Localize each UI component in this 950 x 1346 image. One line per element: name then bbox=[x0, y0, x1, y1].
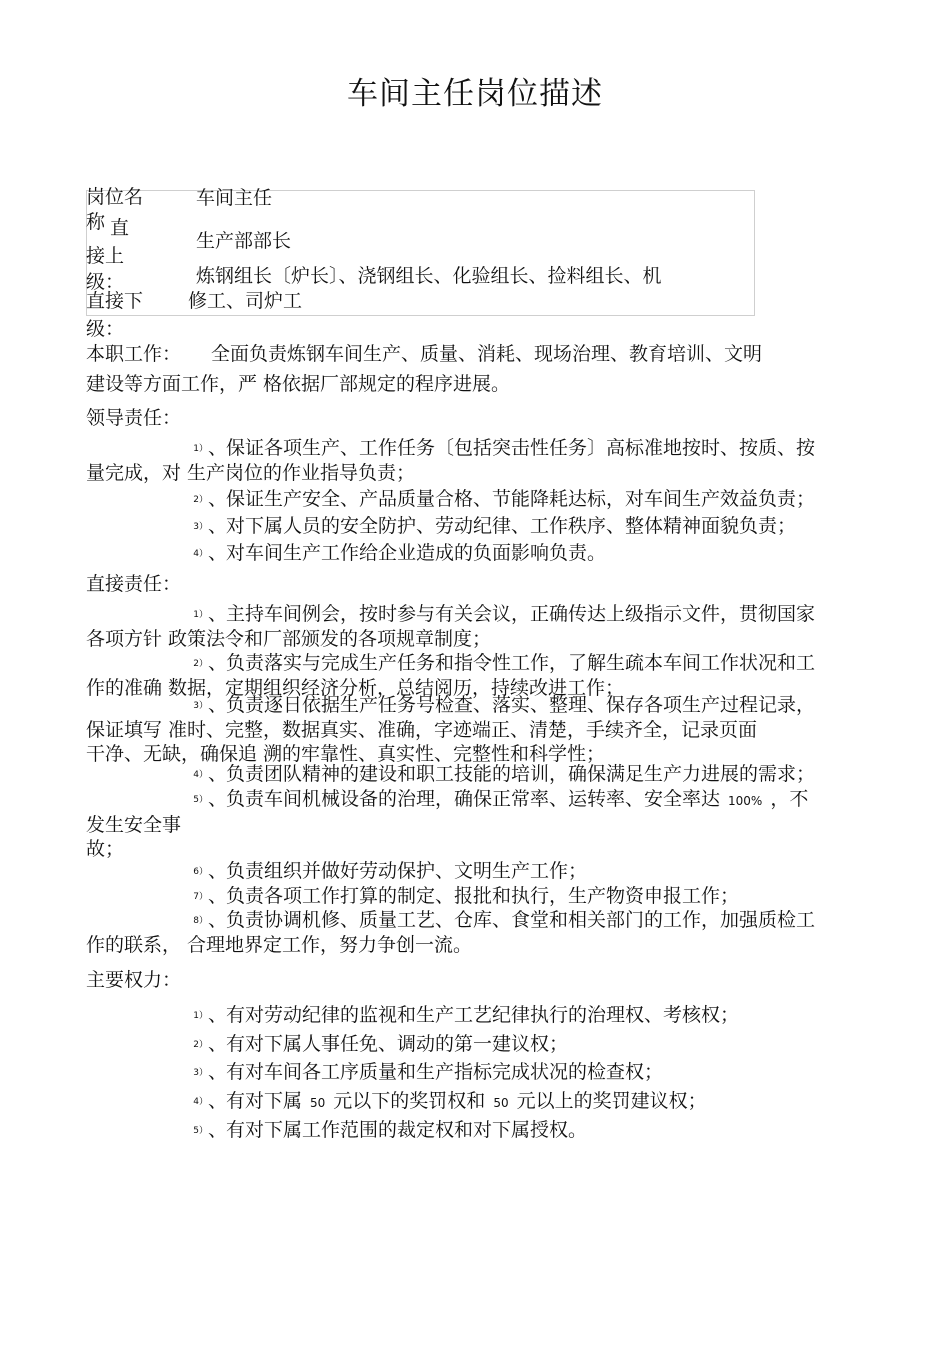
list-item: 5）、有对下属工作范围的裁定权和对下属授权。 bbox=[193, 1119, 588, 1141]
superior-label-cont: 接上 bbox=[86, 245, 125, 267]
list-item: 5）、负责车间机械设备的治理，确保正常率、运转率、安全率达 100% ，不 发生安全事 故； bbox=[86, 788, 809, 860]
list-item: 1）、有对劳动纪律的监视和生产工艺纪律执行的治理权、考核权； bbox=[193, 1004, 740, 1026]
position-label: 岗位名 bbox=[86, 186, 144, 208]
subordinate-label-cont: 级： bbox=[86, 318, 125, 340]
list-item: 1）、保证各项生产、工作任务〔包括突击性任务〕高标准地按时、按质、按 量完成，对 生产岗位的作业指导负责； bbox=[86, 437, 816, 484]
list-item: 3）、负责逐日依据生产任务号检查、落实、整理、保存各项生产过程记录， 保证填写 准时、完整，数据真实、准确，字迹端正、清楚，手续齐全，记录页面 干净、无缺，确保追 溯的牢靠性、真实性、完整性和科学性； bbox=[86, 694, 816, 765]
subordinate-label: 直接下 bbox=[86, 290, 144, 312]
superior-label: 直 bbox=[110, 217, 130, 239]
duty-text: 全面负责炼钢车间生产、质量、消耗、现场治理、教育培训、文明 bbox=[211, 343, 763, 365]
list-item: 4）、对车间生产工作给企业造成的负面影响负责。 bbox=[193, 542, 607, 564]
leadership-heading: 领导责任： bbox=[86, 407, 182, 429]
page-title: 车间主任岗位描述 bbox=[347, 76, 603, 112]
list-item: 4）、负责团队精神的建设和职工技能的培训，确保满足生产力进展的需求； bbox=[193, 763, 816, 785]
list-item: 3）、有对车间各工序质量和生产指标完成状况的检查权； bbox=[193, 1061, 664, 1083]
duty-text-cont: 建设等方面工作，严 格依据厂部规定的程序进展。 bbox=[86, 373, 511, 395]
powers-heading: 主要权力： bbox=[86, 969, 182, 991]
list-item: 2）、有对下属人事任免、调动的第一建议权； bbox=[193, 1033, 569, 1055]
list-item: 2）、负责落实与完成生产任务和指令性工作，了解生疏本车间工作状况和工 作的准确 数据，定期组织经济分析，总结阅历，持续改进工作； bbox=[86, 652, 816, 699]
list-item: 4）、有对下属 50 元以下的奖罚权和 50 元以上的奖罚建议权； bbox=[193, 1090, 707, 1112]
list-item: 7）、负责各项工作打算的制定、报批和执行，生产物资申报工作； bbox=[193, 885, 740, 907]
subordinate-value: 炼钢组长〔炉长〕、浇钢组长、化验组长、捡料组长、机 bbox=[196, 265, 662, 287]
subordinate-value-cont: 修工、司炉工 bbox=[188, 290, 303, 312]
list-item: 8）、负责协调机修、质量工艺、仓库、食堂和相关部门的工作，加强质检工 作的联系， 合理地界定工作，努力争创一流。 bbox=[86, 909, 816, 956]
list-item: 6）、负责组织并做好劳动保护、文明生产工作； bbox=[193, 860, 588, 882]
superior-value: 生产部部长 bbox=[196, 230, 292, 252]
info-table bbox=[86, 190, 755, 316]
duty-label: 本职工作： bbox=[86, 343, 182, 365]
list-item: 1）、主持车间例会，按时参与有关会议，正确传达上级指示文件，贯彻国家 各项方针 政策法令和厂部颁发的各项规章制度； bbox=[86, 603, 816, 650]
list-item: 2）、保证生产安全、产品质量合格、节能降耗达标，对车间生产效益负责； bbox=[193, 488, 816, 510]
direct-heading: 直接责任： bbox=[86, 573, 182, 595]
list-item: 3）、对下属人员的安全防护、劳动纪律、工作秩序、整体精神面貌负责； bbox=[193, 515, 797, 537]
position-label-cont: 称 bbox=[86, 211, 106, 233]
duty-section bbox=[86, 339, 856, 399]
position-value: 车间主任 bbox=[196, 187, 273, 209]
superior-label-end: 级： bbox=[86, 271, 125, 293]
